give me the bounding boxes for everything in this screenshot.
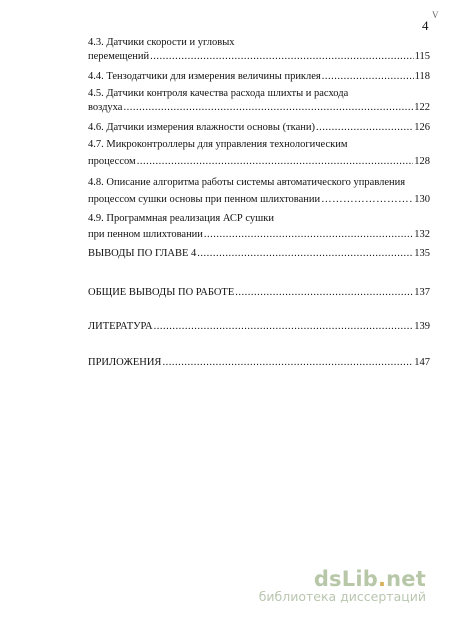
toc-entry-label: ОБЩИЕ ВЫВОДЫ ПО РАБОТЕ — [88, 287, 235, 298]
toc-entry-4-8-title: 4.8. Описание алгоритма работы системы автоматического управления — [88, 177, 406, 188]
toc-leader — [150, 50, 414, 63]
toc-leader — [235, 286, 413, 299]
toc-leader — [321, 193, 413, 206]
dslib-logo: dsLib.net — [313, 567, 426, 591]
toc-entry-literature — [88, 317, 430, 333]
toc-entry-label: при пенном шлихтовании — [88, 229, 203, 240]
toc-page-number: 115 — [414, 51, 430, 62]
toc-entry-4-5-title: 4.5. Датчики контроля качества расхода шлихты и расхода — [88, 88, 349, 99]
dslib-watermark — [259, 567, 426, 604]
toc-page-number: 147 — [414, 357, 430, 368]
toc-leader — [123, 101, 413, 114]
toc-entry-4-9-title: 4.9. Программная реализация АСР сушки — [88, 213, 274, 224]
toc-page-number: 128 — [414, 156, 430, 167]
toc-entry-4-3 — [88, 47, 430, 63]
toc-entry-4-9 — [88, 225, 430, 241]
toc-entry-label: процессом сушки основы при пенном шлихтовании — [88, 194, 321, 205]
toc-page-number: 122 — [414, 102, 430, 113]
toc-entry-label: 4.4. Тензодатчики для измерения величины приклея — [88, 71, 321, 82]
toc-entry-4-7 — [88, 152, 430, 168]
toc-entry-general-conclusions — [88, 283, 430, 299]
toc-page-number: 132 — [414, 229, 430, 240]
toc-leader — [154, 320, 414, 333]
toc-page-number: 130 — [414, 194, 430, 205]
corner-mark: V — [432, 10, 439, 20]
toc-leader — [137, 155, 414, 168]
toc-entry-conclusions-ch4 — [88, 244, 430, 260]
toc-entry-4-8 — [88, 190, 430, 206]
toc-entry-label: 4.6. Датчики измерения влажности основы (ткани) — [88, 122, 315, 133]
toc-entry-label: процессом — [88, 156, 136, 167]
toc-leader — [197, 247, 413, 260]
toc-page-number: 118 — [414, 71, 430, 82]
toc-leader — [322, 70, 414, 83]
toc-page-number: 137 — [414, 287, 430, 298]
dslib-subtitle: библиотека диссертаций — [258, 589, 426, 604]
toc-page-number: 135 — [414, 248, 430, 259]
toc-leader — [162, 356, 413, 369]
toc-page-number: 139 — [414, 321, 430, 332]
toc-entry-label: воздуха — [88, 102, 123, 113]
page-number: 4 — [422, 18, 429, 33]
toc-entry-label: ЛИТЕРАТУРА — [88, 321, 153, 332]
toc-entry-4-7-title: 4.7. Микроконтроллеры для управления технологическим — [88, 139, 348, 150]
toc-entry-4-4 — [88, 67, 430, 83]
toc-entry-appendices — [88, 353, 430, 369]
toc-entry-4-3-title: 4.3. Датчики скорости и угловых — [88, 37, 235, 48]
toc-page-number: 126 — [414, 122, 430, 133]
toc-entry-label: перемещений — [88, 51, 150, 62]
toc-entry-4-5 — [88, 98, 430, 114]
toc-leader — [204, 228, 413, 241]
toc-entry-4-6 — [88, 118, 430, 134]
toc-entry-label: ВЫВОДЫ ПО ГЛАВЕ 4 — [88, 248, 197, 259]
toc-entry-label: ПРИЛОЖЕНИЯ — [88, 357, 162, 368]
toc-leader — [316, 121, 413, 134]
